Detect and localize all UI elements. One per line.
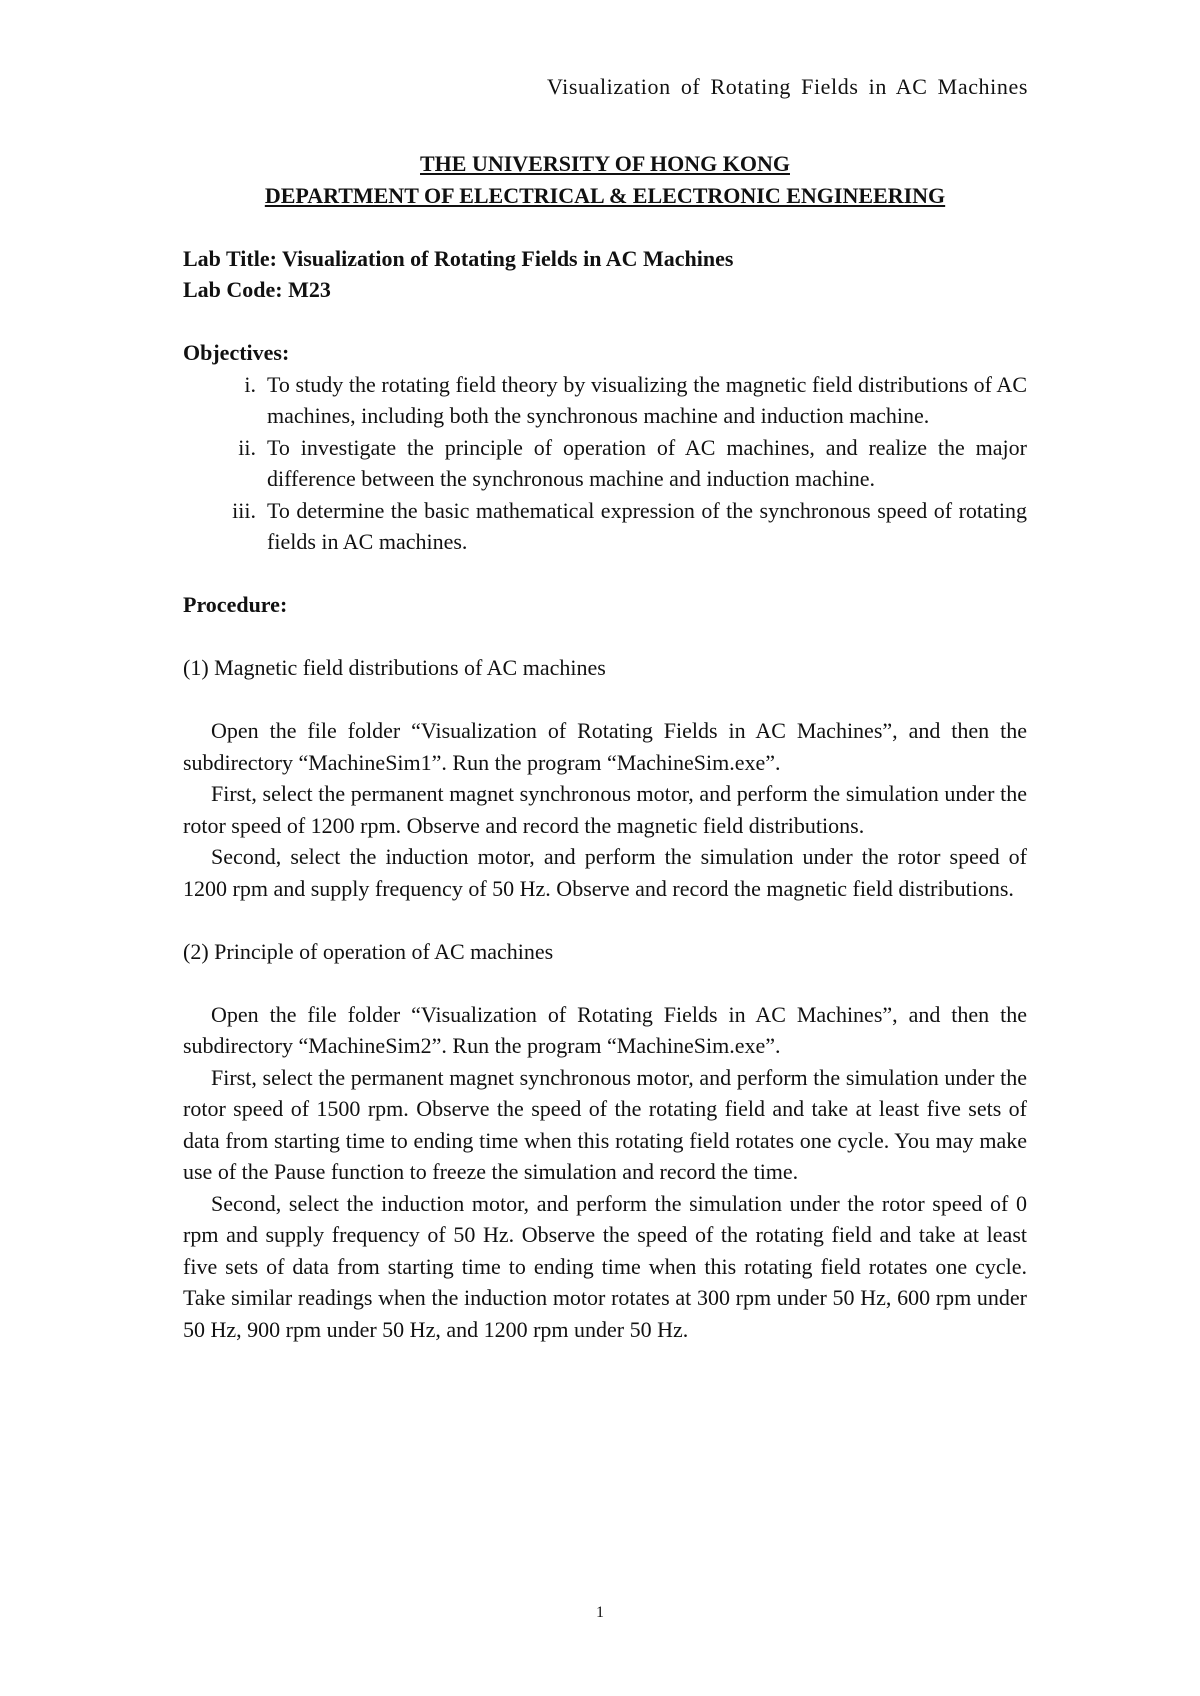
- procedure-paragraph: Open the file folder “Visualization of Rotating Fields in AC Machines”, and then the subdirectory “MachineSim1”. Run the program “MachineSim.exe”.: [183, 718, 1027, 775]
- procedure-paragraph: Second, select the induction motor, and perform the simulation under the rotor speed of 0 rpm and supply frequency of 50 Hz. Observe the speed of the rotating field and take at least five sets of data from starting time to ending time when this rotating field rotates one cycle. Take similar readings when the induction motor rotates at 300 rpm under 50 Hz, 600 rpm under 50 Hz, 900 rpm under 50 Hz, and 1200 rpm under 50 Hz.: [183, 1190, 1027, 1342]
- objectives-list: [183, 369, 1027, 558]
- objective-number: i.: [244, 371, 256, 397]
- procedure-paragraph: First, select the permanent magnet synchronous motor, and perform the simulation under the rotor speed of 1200 rpm. Observe and record the magnetic field distributions.: [183, 781, 1027, 838]
- university-heading: THE UNIVERSITY OF HONG KONG: [420, 151, 790, 176]
- section-1-title: (1) Magnetic field distributions of AC machines: [183, 655, 606, 680]
- objective-item: [183, 369, 1027, 432]
- objective-item: [183, 432, 1027, 495]
- spacer: [183, 904, 1027, 936]
- lab-title: Lab Title: Visualization of Rotating Fields in AC Machines: [183, 245, 734, 271]
- objective-text: To determine the basic mathematical expression of the synchronous speed of rotating fields in AC machines.: [267, 497, 1027, 554]
- procedure-paragraph: Open the file folder “Visualization of Rotating Fields in AC Machines”, and then the subdirectory “MachineSim2”. Run the program “MachineSim.exe”.: [183, 1001, 1027, 1058]
- spacer: [183, 211, 1027, 243]
- objective-item: [183, 495, 1027, 558]
- spacer: [183, 558, 1027, 590]
- running-header: Visualization of Rotating Fields in AC Machines: [546, 74, 1028, 99]
- section-2-title: (2) Principle of operation of AC machines: [183, 938, 554, 964]
- objectives-heading: Objectives:: [183, 340, 290, 365]
- procedure-paragraph: First, select the permanent magnet synchronous motor, and perform the simulation under the rotor speed of 1500 rpm. Observe the speed of the rotating field and take at least five sets of data from starting time to ending time when this rotating field rotates one cycle. You may make use of the Pause function to freeze the simulation and record the time.: [183, 1064, 1027, 1184]
- objective-text: To investigate the principle of operation of AC machines, and realize the major difference between the synchronous machine and induction machine.: [267, 434, 1027, 491]
- department-heading: DEPARTMENT OF ELECTRICAL & ELECTRONIC ENGINEERING: [264, 182, 946, 208]
- spacer: [183, 621, 1027, 653]
- procedure-heading: Procedure:: [183, 592, 288, 617]
- lab-code: Lab Code: M23: [183, 277, 331, 302]
- spacer: [183, 306, 1027, 338]
- objective-number: ii.: [238, 434, 256, 460]
- objective-number: iii.: [232, 497, 256, 523]
- spacer: [183, 967, 1027, 999]
- spacer: [183, 684, 1027, 716]
- page-content: [183, 148, 1027, 1345]
- procedure-paragraph: Second, select the induction motor, and perform the simulation under the rotor speed of 1200 rpm and supply frequency of 50 Hz. Observe and record the magnetic field distributions.: [183, 844, 1027, 901]
- page-number: 1: [596, 1604, 604, 1621]
- objective-text: To study the rotating field theory by visualizing the magnetic field distributions of AC machines, including both the synchronous machine and induction machine.: [267, 371, 1027, 428]
